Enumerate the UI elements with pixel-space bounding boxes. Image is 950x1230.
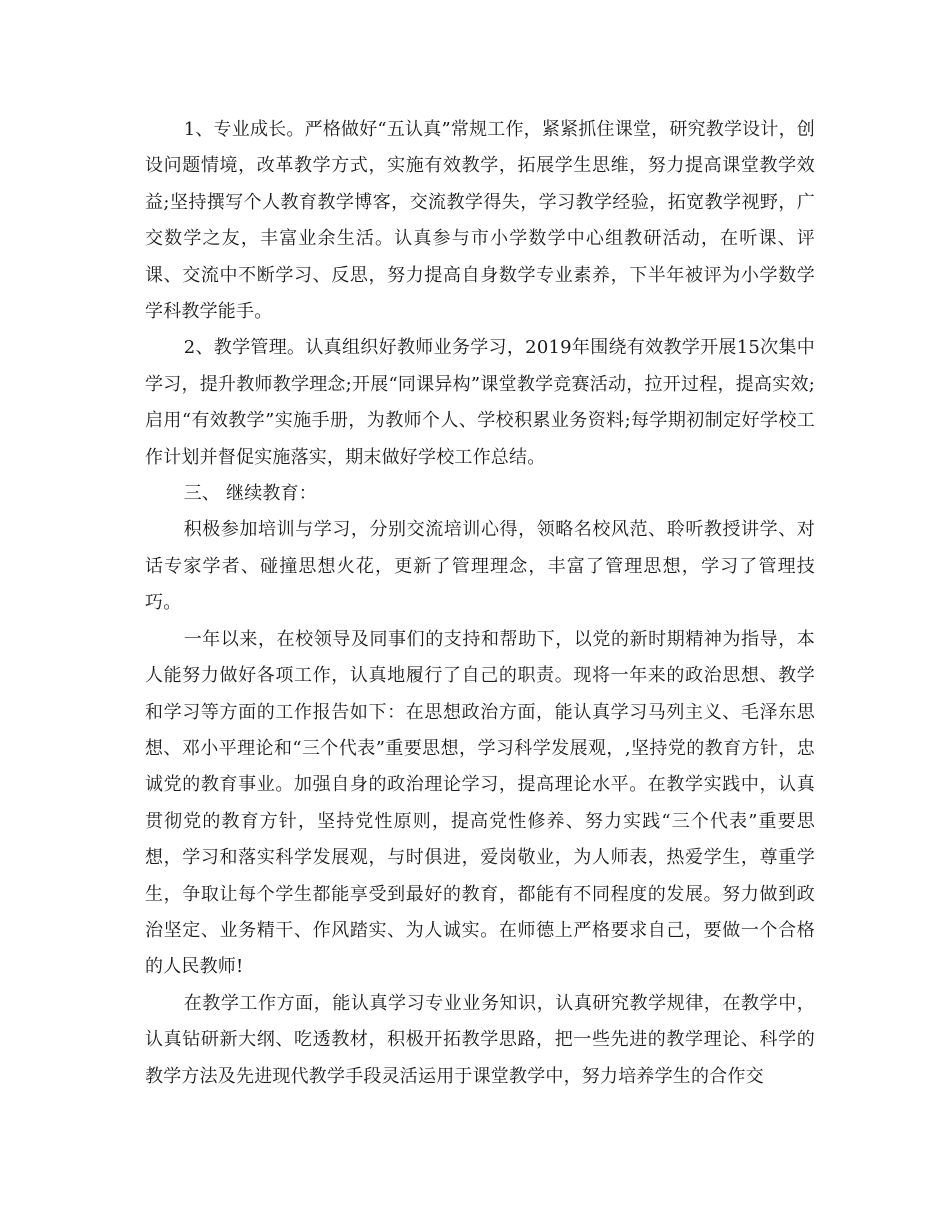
section-heading-continuing-education: 三、 继续教育： <box>183 483 318 505</box>
document-body <box>145 112 815 1095</box>
paragraph-year-summary: 一年以来，在校领导及同事们的支持和帮助下，以党的新时期精神为指导，本人能努力做好各项工作，认真地履行了自己的职责。现将一年来的政治思想、教学和学习等方面的工作报告如下：在思想政治方面，能认真学习马列主义、毛泽东思想、邓小平理论和“三个代表”重要思想，学习科学发展观，,坚持党的教育方针，忠诚党的教育事业。加强自身的政治理论学习，提高理论水平。在教学实践中，认真贯彻党的教育方针，坚持党性原则，提高党性修养、努力实践“三个代表”重要思想，学习和落实科学发展观，与时俱进，爱岗敬业，为人师表，热爱学生，尊重学生，争取让每个学生都能享受到最好的教育，都能有不同程度的发展。努力做到政治坚定、业务精干、作风踏实、为人诚实。在师德上严格要求自己，要做一个合格的人民教师! <box>145 628 815 978</box>
paragraph-teaching-management: 2、教学管理。认真组织好教师业务学习，2019年围绕有效教学开展15次集中学习，提升教师教学理念;开展“同课异构”课堂教学竞赛活动，拉开过程，提高实效;启用“有效教学”实施手册，为教师个人、学校积累业务资料;每学期初制定好学校工作计划并督促实施落实，期末做好学校工作总结。 <box>145 337 815 468</box>
paragraph-teaching-work: 在教学工作方面，能认真学习专业业务知识，认真研究教学规律，在教学中，认真钻研新大纲、吃透教材，积极开拓教学思路，把一些先进的教学理论、科学的教学方法及先进现代教学手段灵活运用于课堂教学中，努力培养学生的合作交 <box>145 992 815 1087</box>
paragraph-professional-growth: 1、专业成长。严格做好“五认真”常规工作，紧紧抓住课堂，研究教学设计，创设问题情境，改革教学方式，实施有效教学，拓展学生思维，努力提高课堂教学效益;坚持撰写个人教育教学博客，交流教学得失，学习教学经验，拓宽教学视野，广交数学之友，丰富业余生活。认真参与市小学数学中心组教研活动，在听课、评课、交流中不断学习、反思，努力提高自身数学专业素养，下半年被评为小学数学学科教学能手。 <box>145 119 815 323</box>
paragraph-training: 积极参加培训与学习，分别交流培训心得，领略名校风范、聆听教授讲学、对话专家学者、碰撞思想火花，更新了管理理念，丰富了管理思想，学习了管理技巧。 <box>145 519 815 614</box>
